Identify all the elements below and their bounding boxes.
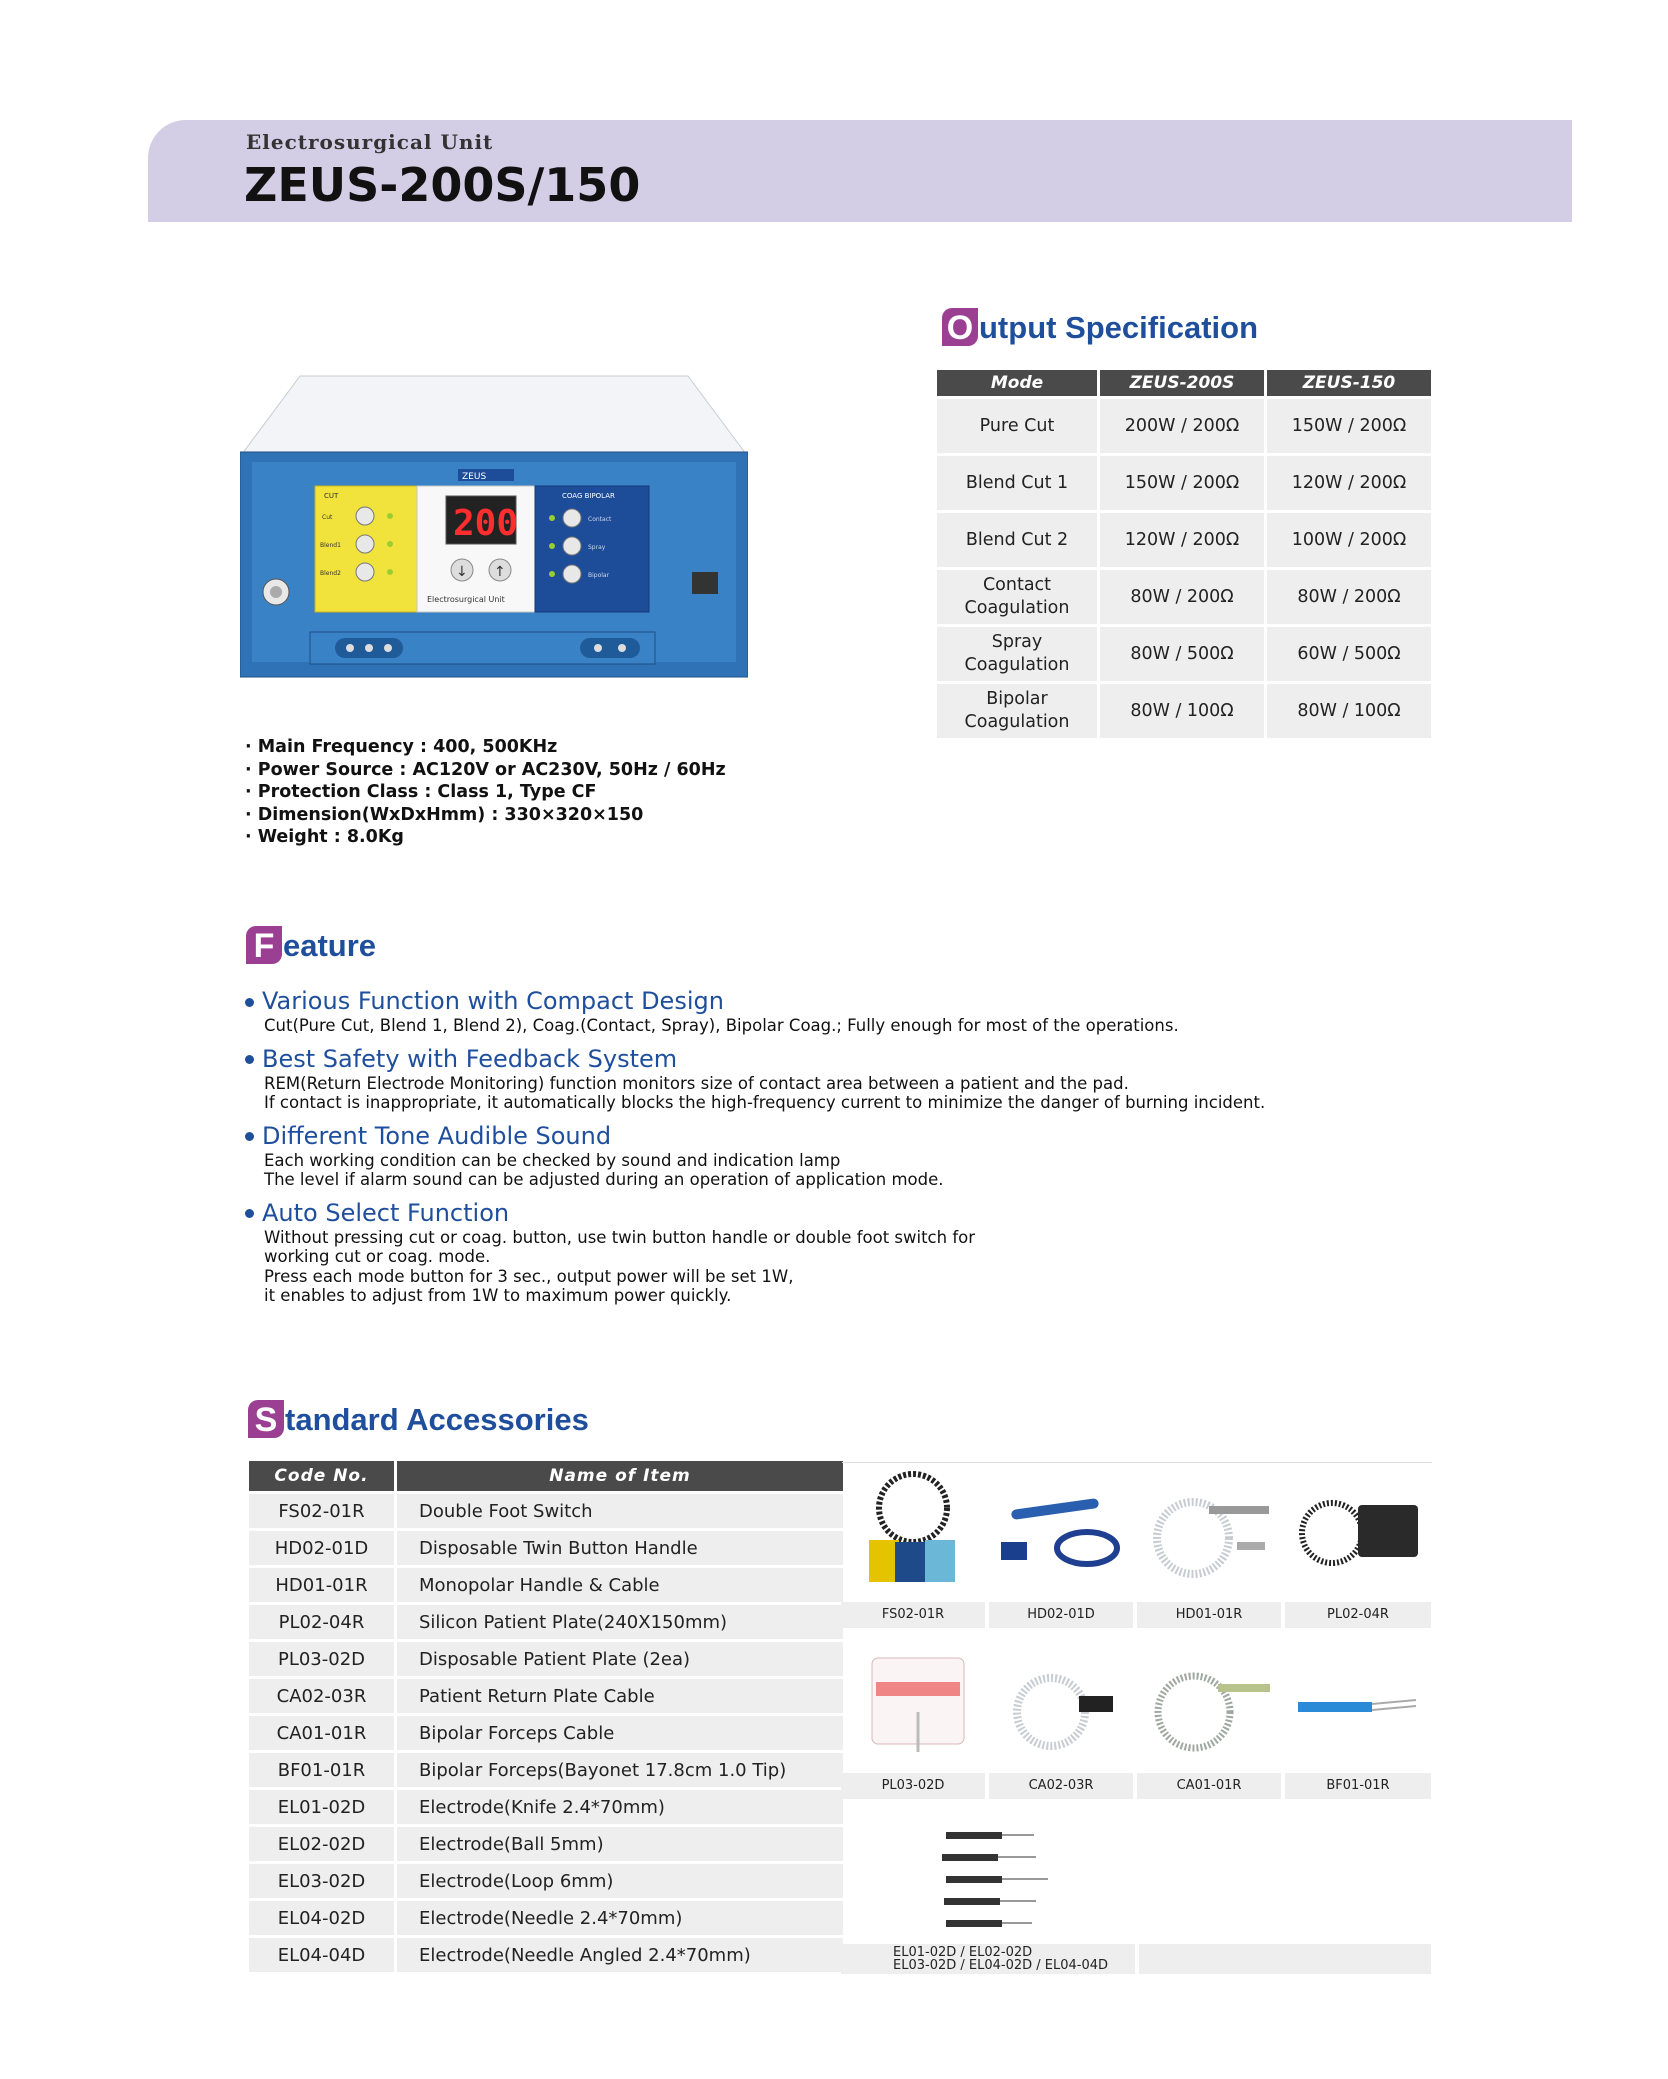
feature-item xyxy=(245,1044,1385,1113)
accessory-code: EL02-02D xyxy=(249,1827,397,1861)
accessory-name: Patient Return Plate Cable xyxy=(397,1679,843,1713)
bullet-icon xyxy=(245,998,254,1007)
accessories-title: tandard Accessories xyxy=(285,1402,589,1437)
accessory-row xyxy=(249,1901,843,1935)
feature-body-line: If contact is inappropriate, it automatically blocks the high-frequency current to minimize the danger of burning incident. xyxy=(264,1093,1266,1112)
output-mode-cell: Spray Coagulation xyxy=(937,627,1097,681)
caption-fs02: FS02-01R xyxy=(841,1602,985,1628)
accessory-row xyxy=(249,1679,843,1713)
output-row xyxy=(937,513,1431,567)
output-title: utput Specification xyxy=(979,310,1258,345)
accessory-code: FS02-01R xyxy=(249,1494,397,1528)
bipolar-row-label: Bipolar xyxy=(588,572,610,579)
output-mode-cell: Contact Coagulation xyxy=(937,570,1097,624)
caption-ca01: CA01-01R xyxy=(1137,1773,1281,1799)
svg-text:↑: ↑ xyxy=(494,564,506,580)
bullet-icon xyxy=(245,1209,254,1218)
accessory-name: Electrode(Needle Angled 2.4*70mm) xyxy=(397,1938,843,1972)
output-table xyxy=(934,367,1434,741)
accessory-row xyxy=(249,1716,843,1750)
feature-badge: F xyxy=(246,926,282,964)
feature-body-line: REM(Return Electrode Monitoring) function monitors size of contact area between a patient and the pad. xyxy=(264,1073,1129,1093)
accessory-row xyxy=(249,1864,843,1898)
feature-heading xyxy=(245,1121,1385,1151)
output-row xyxy=(937,684,1431,738)
header-band xyxy=(148,120,1572,222)
output-mode-cell: Blend Cut 1 xyxy=(937,456,1097,510)
accessory-row xyxy=(249,1938,843,1972)
accessory-name: Electrode(Loop 6mm) xyxy=(397,1864,843,1898)
feature-heading xyxy=(245,986,1385,1016)
accessory-name: Silicon Patient Plate(240X150mm) xyxy=(397,1605,843,1639)
output-row xyxy=(937,456,1431,510)
output-value-cell: 80W / 200Ω xyxy=(1267,570,1431,624)
output-row xyxy=(937,570,1431,624)
feature-body-line: it enables to adjust from 1W to maximum power quickly. xyxy=(264,1286,732,1305)
feature-heading-text: Different Tone Audible Sound xyxy=(262,1121,612,1150)
spec-list xyxy=(245,736,726,849)
accessory-code: EL03-02D xyxy=(249,1864,397,1898)
output-table-wrap xyxy=(934,367,1434,741)
display-readout: 200 xyxy=(453,503,519,544)
feature-title: eature xyxy=(283,928,377,963)
feature-body-line: working cut or coag. mode. xyxy=(264,1247,491,1266)
page-title: ZEUS-200S/150 xyxy=(244,158,641,212)
output-row xyxy=(937,399,1431,453)
electrodes-photo xyxy=(936,1822,1056,1946)
accessory-code: CA01-01R xyxy=(249,1716,397,1750)
caption-electrodes-line1: EL01-02D / EL02-02D xyxy=(893,1945,1033,1960)
feature-item xyxy=(245,986,1385,1036)
output-value-cell: 80W / 200Ω xyxy=(1100,570,1264,624)
blend1-row-label: Blend1 xyxy=(320,542,341,549)
spec-item: · Main Frequency : 400, 500KHz xyxy=(245,737,558,757)
accessory-row xyxy=(249,1605,843,1639)
spray-row-label: Spray xyxy=(588,544,606,551)
output-value-cell: 150W / 200Ω xyxy=(1100,456,1264,510)
caption-pl03: PL03-02D xyxy=(841,1773,985,1799)
foot-switch-photo xyxy=(855,1470,975,1594)
header-subtitle: Electrosurgical Unit xyxy=(246,130,494,154)
feature-item xyxy=(245,1121,1385,1190)
caption-hd01: HD01-01R xyxy=(1137,1602,1281,1628)
caption-hd02: HD02-01D xyxy=(989,1602,1133,1628)
accessory-row xyxy=(249,1753,843,1787)
spec-item: · Power Source : AC120V or AC230V, 50Hz / 60Hz xyxy=(245,759,726,780)
output-value-cell: 150W / 200Ω xyxy=(1267,399,1431,453)
col-item-name: Name of Item xyxy=(397,1461,843,1491)
accessory-code: PL03-02D xyxy=(249,1642,397,1676)
return-plate-cable-photo xyxy=(1003,1660,1123,1764)
silicon-plate-photo xyxy=(1290,1495,1430,1579)
output-value-cell: 100W / 200Ω xyxy=(1267,513,1431,567)
accessory-code: HD01-01R xyxy=(249,1568,397,1602)
feature-body-line: The level if alarm sound can be adjusted during an operation of application mode. xyxy=(264,1170,944,1189)
device-image xyxy=(240,374,748,684)
caption-bf01: BF01-01R xyxy=(1285,1773,1431,1799)
feature-body-line: Each working condition can be checked by sound and indication lamp xyxy=(264,1150,841,1170)
feature-section-heading xyxy=(246,926,376,964)
spec-item: · Protection Class : Class 1, Type CF xyxy=(245,782,597,802)
accessory-code: PL02-04R xyxy=(249,1605,397,1639)
output-value-cell: 120W / 200Ω xyxy=(1267,456,1431,510)
accessory-name: Electrode(Knife 2.4*70mm) xyxy=(397,1790,843,1824)
output-mode-cell: Blend Cut 2 xyxy=(937,513,1097,567)
accessories-table-wrap xyxy=(249,1458,843,1975)
output-mode-cell: Bipolar Coagulation xyxy=(937,684,1097,738)
accessory-code: EL04-02D xyxy=(249,1901,397,1935)
caption-electrodes xyxy=(841,1944,1135,1974)
spec-item: · Dimension(WxDxHmm) : 330×320×150 xyxy=(245,804,644,825)
output-section-heading xyxy=(942,308,1258,346)
accessory-name: Disposable Twin Button Handle xyxy=(397,1531,843,1565)
accessory-code: BF01-01R xyxy=(249,1753,397,1787)
cut-label: CUT xyxy=(324,492,339,500)
feature-heading xyxy=(245,1198,1385,1228)
col-zeus150: ZEUS-150 xyxy=(1267,370,1431,396)
output-value-cell: 60W / 500Ω xyxy=(1267,627,1431,681)
accessory-code: HD02-01D xyxy=(249,1531,397,1565)
accessory-code: EL04-04D xyxy=(249,1938,397,1972)
output-badge: O xyxy=(942,308,978,346)
output-value-cell: 80W / 100Ω xyxy=(1100,684,1264,738)
disposable-plate-photo xyxy=(868,1652,968,1760)
accessory-name: Electrode(Needle 2.4*70mm) xyxy=(397,1901,843,1935)
accessory-code: CA02-03R xyxy=(249,1679,397,1713)
spec-item: · Weight : 8.0Kg xyxy=(245,827,404,847)
accessory-row xyxy=(249,1494,843,1528)
accessory-row xyxy=(249,1568,843,1602)
coag-bipolar-label: COAG BIPOLAR xyxy=(562,492,615,500)
output-value-cell: 80W / 100Ω xyxy=(1267,684,1431,738)
bullet-icon xyxy=(245,1132,254,1141)
accessory-name: Bipolar Forceps(Bayonet 17.8cm 1.0 Tip) xyxy=(397,1753,843,1787)
feature-heading-text: Various Function with Compact Design xyxy=(262,987,724,1015)
accessory-name: Electrode(Ball 5mm) xyxy=(397,1827,843,1861)
panel-label: Electrosurgical Unit xyxy=(427,595,505,604)
accessory-name: Disposable Patient Plate (2ea) xyxy=(397,1642,843,1676)
bipolar-cable-photo xyxy=(1148,1660,1278,1764)
twin-handle-photo xyxy=(995,1490,1130,1584)
blend2-row-label: Blend2 xyxy=(320,570,341,577)
output-value-cell: 120W / 200Ω xyxy=(1100,513,1264,567)
feature-body-line: Without pressing cut or coag. button, use twin button handle or double foot switch for xyxy=(264,1227,976,1247)
feature-item xyxy=(245,1198,1385,1306)
photo-grid-top-rule xyxy=(842,1462,1432,1463)
caption-empty-cell xyxy=(1139,1944,1431,1974)
caption-pl02: PL02-04R xyxy=(1285,1602,1431,1628)
feature-body-line: Cut(Pure Cut, Blend 1, Blend 2), Coag.(Contact, Spray), Bipolar Coag.; Fully enough for most of the operations. xyxy=(264,1016,1179,1035)
accessory-code: EL01-02D xyxy=(249,1790,397,1824)
accessories-table xyxy=(249,1458,843,1975)
output-value-cell: 200W / 200Ω xyxy=(1100,399,1264,453)
monopolar-handle-photo xyxy=(1145,1482,1275,1586)
bullet-icon xyxy=(245,1055,254,1064)
feature-list xyxy=(245,986,1385,1314)
contact-row-label: Contact xyxy=(588,516,612,523)
accessory-name: Bipolar Forceps Cable xyxy=(397,1716,843,1750)
brand-label: ZEUS xyxy=(462,472,487,482)
accessory-row xyxy=(249,1531,843,1565)
accessory-name: Monopolar Handle & Cable xyxy=(397,1568,843,1602)
col-code: Code No. xyxy=(249,1461,397,1491)
accessory-row xyxy=(249,1790,843,1824)
feature-heading xyxy=(245,1044,1385,1074)
accessory-row xyxy=(249,1642,843,1676)
output-row xyxy=(937,627,1431,681)
col-mode: Mode xyxy=(937,370,1097,396)
col-zeus200s: ZEUS-200S xyxy=(1100,370,1264,396)
bipolar-forceps-photo xyxy=(1292,1676,1422,1740)
accessory-name: Double Foot Switch xyxy=(397,1494,843,1528)
caption-electrodes-line2: EL03-02D / EL04-02D / EL04-04D xyxy=(893,1958,1109,1973)
accessories-badge: S xyxy=(248,1400,284,1438)
output-mode-cell: Pure Cut xyxy=(937,399,1097,453)
feature-heading-text: Auto Select Function xyxy=(262,1198,510,1227)
feature-heading-text: Best Safety with Feedback System xyxy=(262,1044,678,1073)
caption-ca02: CA02-03R xyxy=(989,1773,1133,1799)
cut-row-label: Cut xyxy=(322,514,333,521)
accessories-section-heading xyxy=(248,1400,589,1438)
svg-text:↓: ↓ xyxy=(456,564,468,580)
accessory-row xyxy=(249,1827,843,1861)
output-value-cell: 80W / 500Ω xyxy=(1100,627,1264,681)
feature-body-line: Press each mode button for 3 sec., output power will be set 1W, xyxy=(264,1266,794,1286)
